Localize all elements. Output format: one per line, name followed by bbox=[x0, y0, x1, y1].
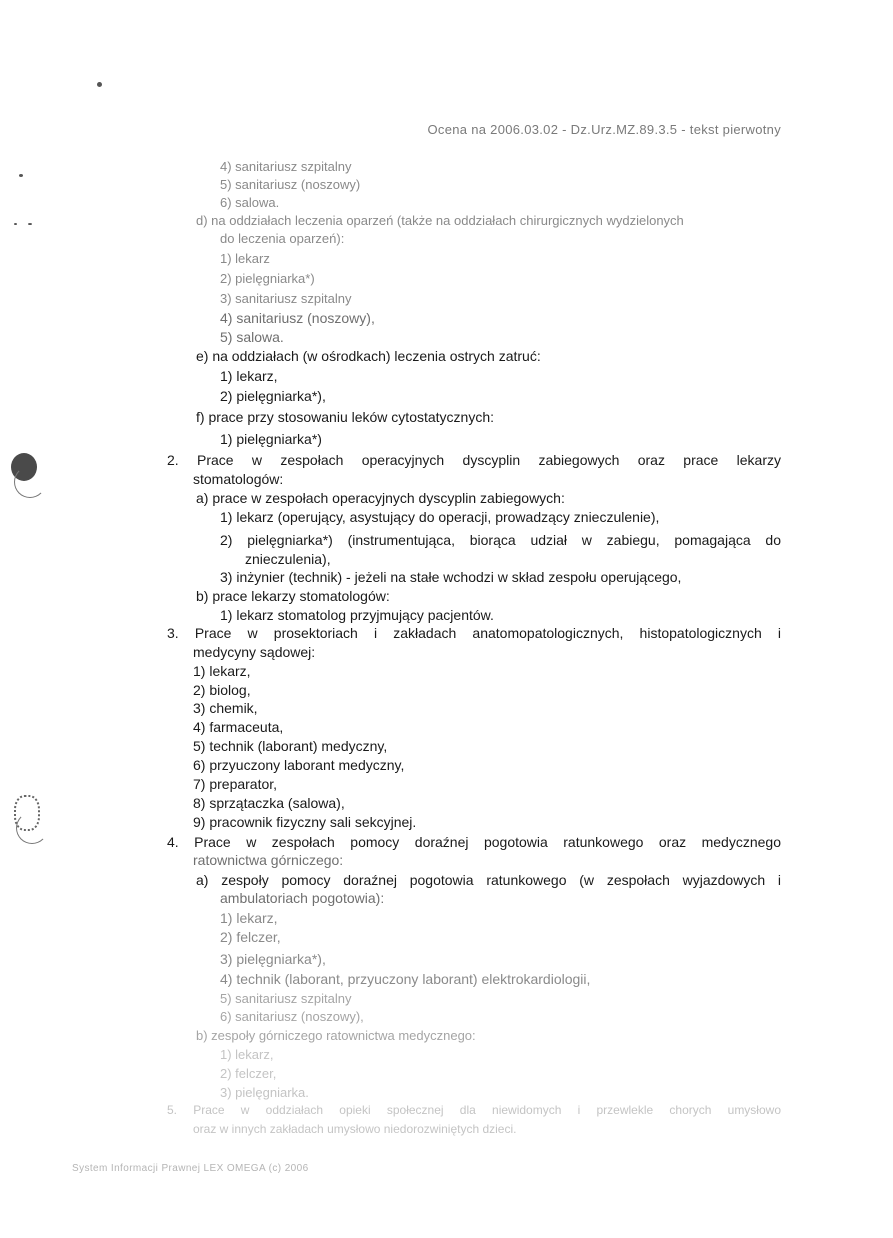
text-line: 5. Prace w oddziałach opieki społecznej dla niewidomych i przewlekle chorych umysłowo bbox=[167, 1103, 781, 1117]
text-line: 4) farmaceuta, bbox=[193, 719, 284, 735]
text-line: 1) lekarz, bbox=[220, 910, 278, 926]
text-line: 3) pielęgniarka. bbox=[220, 1085, 309, 1100]
text-line: 2) felczer, bbox=[220, 929, 281, 945]
text-line: 7) preparator, bbox=[193, 776, 278, 792]
binder-hole-arc bbox=[14, 466, 46, 498]
text-line: 9) pracownik fizyczny sali sekcyjnej. bbox=[193, 814, 417, 830]
text-line: 4) technik (laborant, przyuczony laborant) elektrokardiologii, bbox=[220, 971, 591, 987]
text-line: 6) salowa. bbox=[220, 195, 280, 210]
text-line: 3) sanitariusz szpitalny bbox=[220, 291, 352, 306]
text-line: 1) pielęgniarka*) bbox=[220, 431, 322, 447]
text-line: b) prace lekarzy stomatologów: bbox=[196, 588, 390, 604]
text-line: a) prace w zespołach operacyjnych dyscyplin zabiegowych: bbox=[196, 490, 565, 506]
text-line: e) na oddziałach (w ośrodkach) leczenia ostrych zatruć: bbox=[196, 348, 541, 364]
text-line: 5) salowa. bbox=[220, 329, 284, 345]
text-line: medycyny sądowej: bbox=[193, 644, 316, 660]
text-line: 3. Prace w prosektoriach i zakładach anatomopatologicznych, histopatologicznych i bbox=[167, 625, 781, 641]
text-line: 5) technik (laborant) medyczny, bbox=[193, 738, 388, 754]
text-line: 2. Prace w zespołach operacyjnych dyscyplin zabiegowych oraz prace lekarzy bbox=[167, 452, 781, 468]
text-line: 1) lekarz, bbox=[193, 663, 251, 679]
text-line: ambulatoriach pogotowia): bbox=[220, 890, 385, 906]
text-line: 2) pielęgniarka*), bbox=[220, 388, 326, 404]
text-line: 3) pielęgniarka*), bbox=[220, 951, 326, 967]
text-line: znieczulenia), bbox=[245, 551, 331, 567]
text-line: 1) lekarz stomatolog przyjmujący pacjentów. bbox=[220, 607, 494, 623]
text-line: 4) sanitariusz szpitalny bbox=[220, 159, 352, 174]
text-line: 3) chemik, bbox=[193, 700, 258, 716]
scan-speck bbox=[14, 223, 17, 225]
text-line: 1) lekarz, bbox=[220, 368, 278, 384]
text-line: 1) lekarz (operujący, asystujący do operacji, prowadzący znieczulenie), bbox=[220, 509, 660, 525]
document-header: Ocena na 2006.03.02 - Dz.Urz.MZ.89.3.5 - tekst pierwotny bbox=[427, 122, 781, 137]
text-line: a) zespoły pomocy doraźnej pogotowia ratunkowego (w zespołach wyjazdowych i bbox=[196, 872, 781, 888]
text-line: 1) lekarz, bbox=[220, 1047, 274, 1062]
binder-hole-arc bbox=[16, 812, 48, 844]
text-line: 8) sprzątaczka (salowa), bbox=[193, 795, 345, 811]
text-line: 2) felczer, bbox=[220, 1066, 277, 1081]
text-line: 5) sanitariusz szpitalny bbox=[220, 991, 352, 1006]
text-line: ratownictwa górniczego: bbox=[193, 852, 344, 868]
scan-speck bbox=[28, 223, 32, 225]
text-line: 6) sanitariusz (noszowy), bbox=[220, 1009, 364, 1024]
document-footer: System Informacji Prawnej LEX OMEGA (c) 2006 bbox=[72, 1163, 309, 1174]
text-line: stomatologów: bbox=[193, 471, 284, 487]
text-line: oraz w innych zakładach umysłowo niedorozwiniętych dzieci. bbox=[193, 1122, 517, 1136]
text-line: 1) lekarz bbox=[220, 251, 270, 266]
text-line: d) na oddziałach leczenia oparzeń (także na oddziałach chirurgicznych wydzielonych bbox=[196, 213, 684, 228]
scan-speck bbox=[97, 82, 102, 87]
text-line: b) zespoły górniczego ratownictwa medycznego: bbox=[196, 1028, 476, 1043]
scan-speck bbox=[19, 174, 23, 177]
text-line: 2) biolog, bbox=[193, 682, 251, 698]
text-line: 3) inżynier (technik) - jeżeli na stałe wchodzi w skład zespołu operującego, bbox=[220, 569, 682, 585]
text-line: 2) pielęgniarka*) (instrumentująca, biorąca udział w zabiegu, pomagająca do bbox=[220, 532, 781, 548]
text-line: f) prace przy stosowaniu leków cytostatycznych: bbox=[196, 409, 495, 425]
text-line: 4. Prace w zespołach pomocy doraźnej pogotowia ratunkowego oraz medycznego bbox=[167, 834, 781, 850]
text-line: 2) pielęgniarka*) bbox=[220, 271, 315, 286]
text-line: do leczenia oparzeń): bbox=[220, 231, 345, 246]
text-line: 6) przyuczony laborant medyczny, bbox=[193, 757, 405, 773]
text-line: 4) sanitariusz (noszowy), bbox=[220, 310, 375, 326]
text-line: 5) sanitariusz (noszowy) bbox=[220, 177, 361, 192]
